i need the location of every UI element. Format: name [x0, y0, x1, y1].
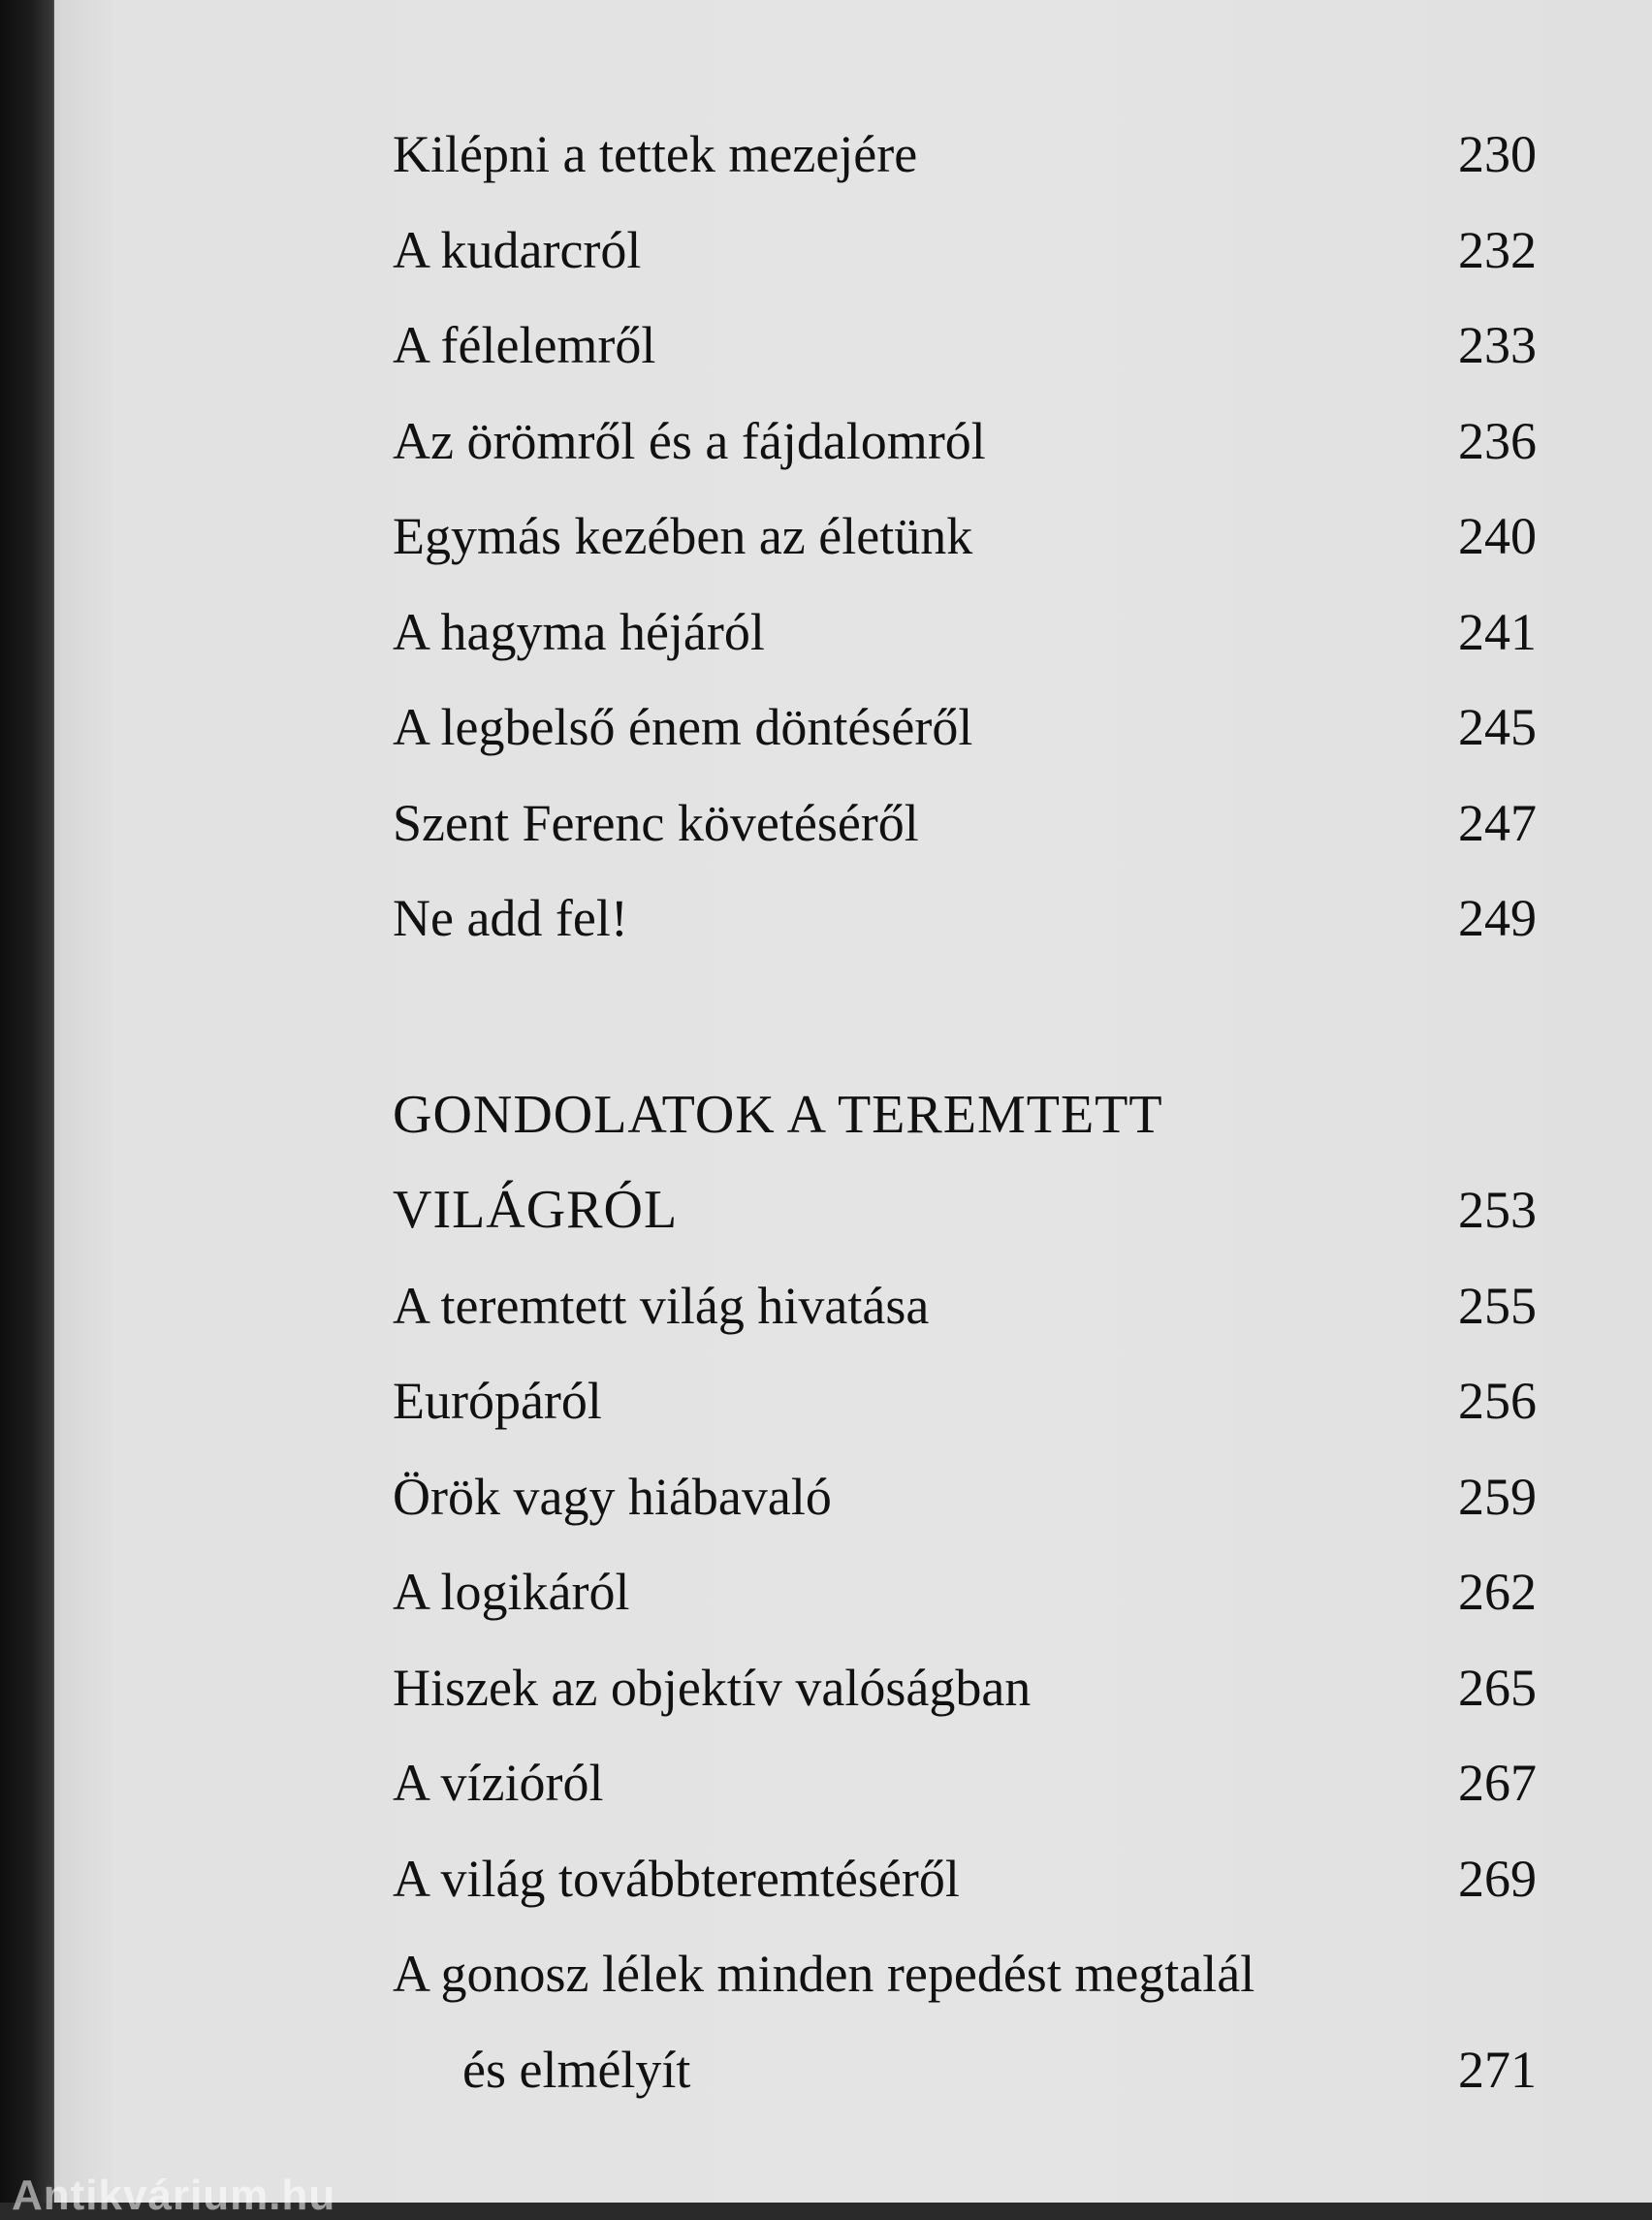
toc-entry-page: 233	[1458, 316, 1537, 374]
toc-entry-page: 269	[1458, 1849, 1537, 1908]
toc-entry-page: 245	[1458, 698, 1537, 756]
toc-entry	[393, 1831, 1537, 1927]
toc-entry-multiline	[393, 1926, 1537, 2022]
toc-entry-title: A legbelső énem döntéséről	[393, 698, 973, 756]
toc-entry-page: 267	[1458, 1754, 1537, 1812]
toc-entry-page: 256	[1458, 1372, 1537, 1430]
toc-entry	[393, 1544, 1537, 1640]
toc-entry-page: 262	[1458, 1563, 1537, 1621]
toc-entry-title: Szent Ferenc követéséről	[393, 793, 919, 852]
toc-entry-page: 255	[1458, 1276, 1537, 1335]
section-heading	[393, 1067, 1537, 1163]
section-spacer	[393, 967, 1537, 1067]
toc-entry-title: Hiszek az objektív valóságban	[393, 1658, 1032, 1717]
toc-entry	[393, 1353, 1537, 1449]
toc-entry-page: 241	[1458, 602, 1537, 661]
section-heading	[393, 1162, 1537, 1258]
toc-entry	[393, 680, 1537, 776]
table-of-contents	[393, 107, 1537, 2117]
toc-entry-page: 259	[1458, 1467, 1537, 1526]
watermark: Antikvárium.hu	[12, 2172, 336, 2219]
toc-entry	[393, 203, 1537, 299]
toc-entry-page: 232	[1458, 220, 1537, 279]
toc-entry-title: A kudarcról	[393, 220, 642, 279]
toc-entry	[393, 1449, 1537, 1545]
toc-entry-title: Kilépni a tettek mezejére	[393, 125, 918, 183]
toc-entry-page: 271	[1458, 2040, 1537, 2099]
toc-entry-title: A félelemről	[393, 316, 656, 374]
toc-entry	[393, 1640, 1537, 1736]
toc-entry-title: Európáról	[393, 1372, 602, 1430]
toc-entry	[393, 1258, 1537, 1354]
book-page	[54, 0, 1652, 2203]
toc-entry-title: A logikáról	[393, 1563, 630, 1621]
toc-entry-title: Az örömről és a fájdalomról	[393, 411, 986, 470]
toc-entry	[393, 298, 1537, 394]
toc-entry-title: Örök vagy hiábavaló	[393, 1467, 832, 1526]
toc-entry	[393, 394, 1537, 490]
toc-entry-page: 265	[1458, 1658, 1537, 1717]
toc-entry-title: Egymás kezében az életünk	[393, 507, 973, 565]
toc-entry-page: 230	[1458, 125, 1537, 183]
toc-entry-multiline	[393, 2022, 1537, 2118]
book-spine-shadow	[0, 0, 58, 2203]
toc-entry-title: A vízióról	[393, 1754, 604, 1812]
toc-entry	[393, 585, 1537, 681]
toc-entry-page: 249	[1458, 889, 1537, 947]
toc-entry-page: 240	[1458, 507, 1537, 565]
section-heading-page: 253	[1458, 1181, 1537, 1239]
section-heading-line2: VILÁGRÓL	[393, 1180, 679, 1240]
section-heading-line1: GONDOLATOK A TEREMTETT	[393, 1084, 1163, 1145]
toc-entry-title: Ne add fel!	[393, 889, 628, 947]
toc-entry	[393, 871, 1537, 967]
toc-entry	[393, 107, 1537, 203]
toc-entry-page: 236	[1458, 411, 1537, 470]
toc-entry-title: A világ továbbteremtéséről	[393, 1849, 960, 1908]
toc-entry-title: A hagyma héjáról	[393, 602, 765, 661]
toc-entry-title-line1: A gonosz lélek minden repedést megtalál	[393, 1945, 1255, 2003]
toc-entry-page: 247	[1458, 793, 1537, 852]
toc-entry	[393, 776, 1537, 872]
toc-entry	[393, 489, 1537, 585]
toc-entry	[393, 1735, 1537, 1831]
toc-entry-title-line2: és elmélyít	[462, 2040, 691, 2099]
toc-entry-title: A teremtett világ hivatása	[393, 1276, 930, 1335]
